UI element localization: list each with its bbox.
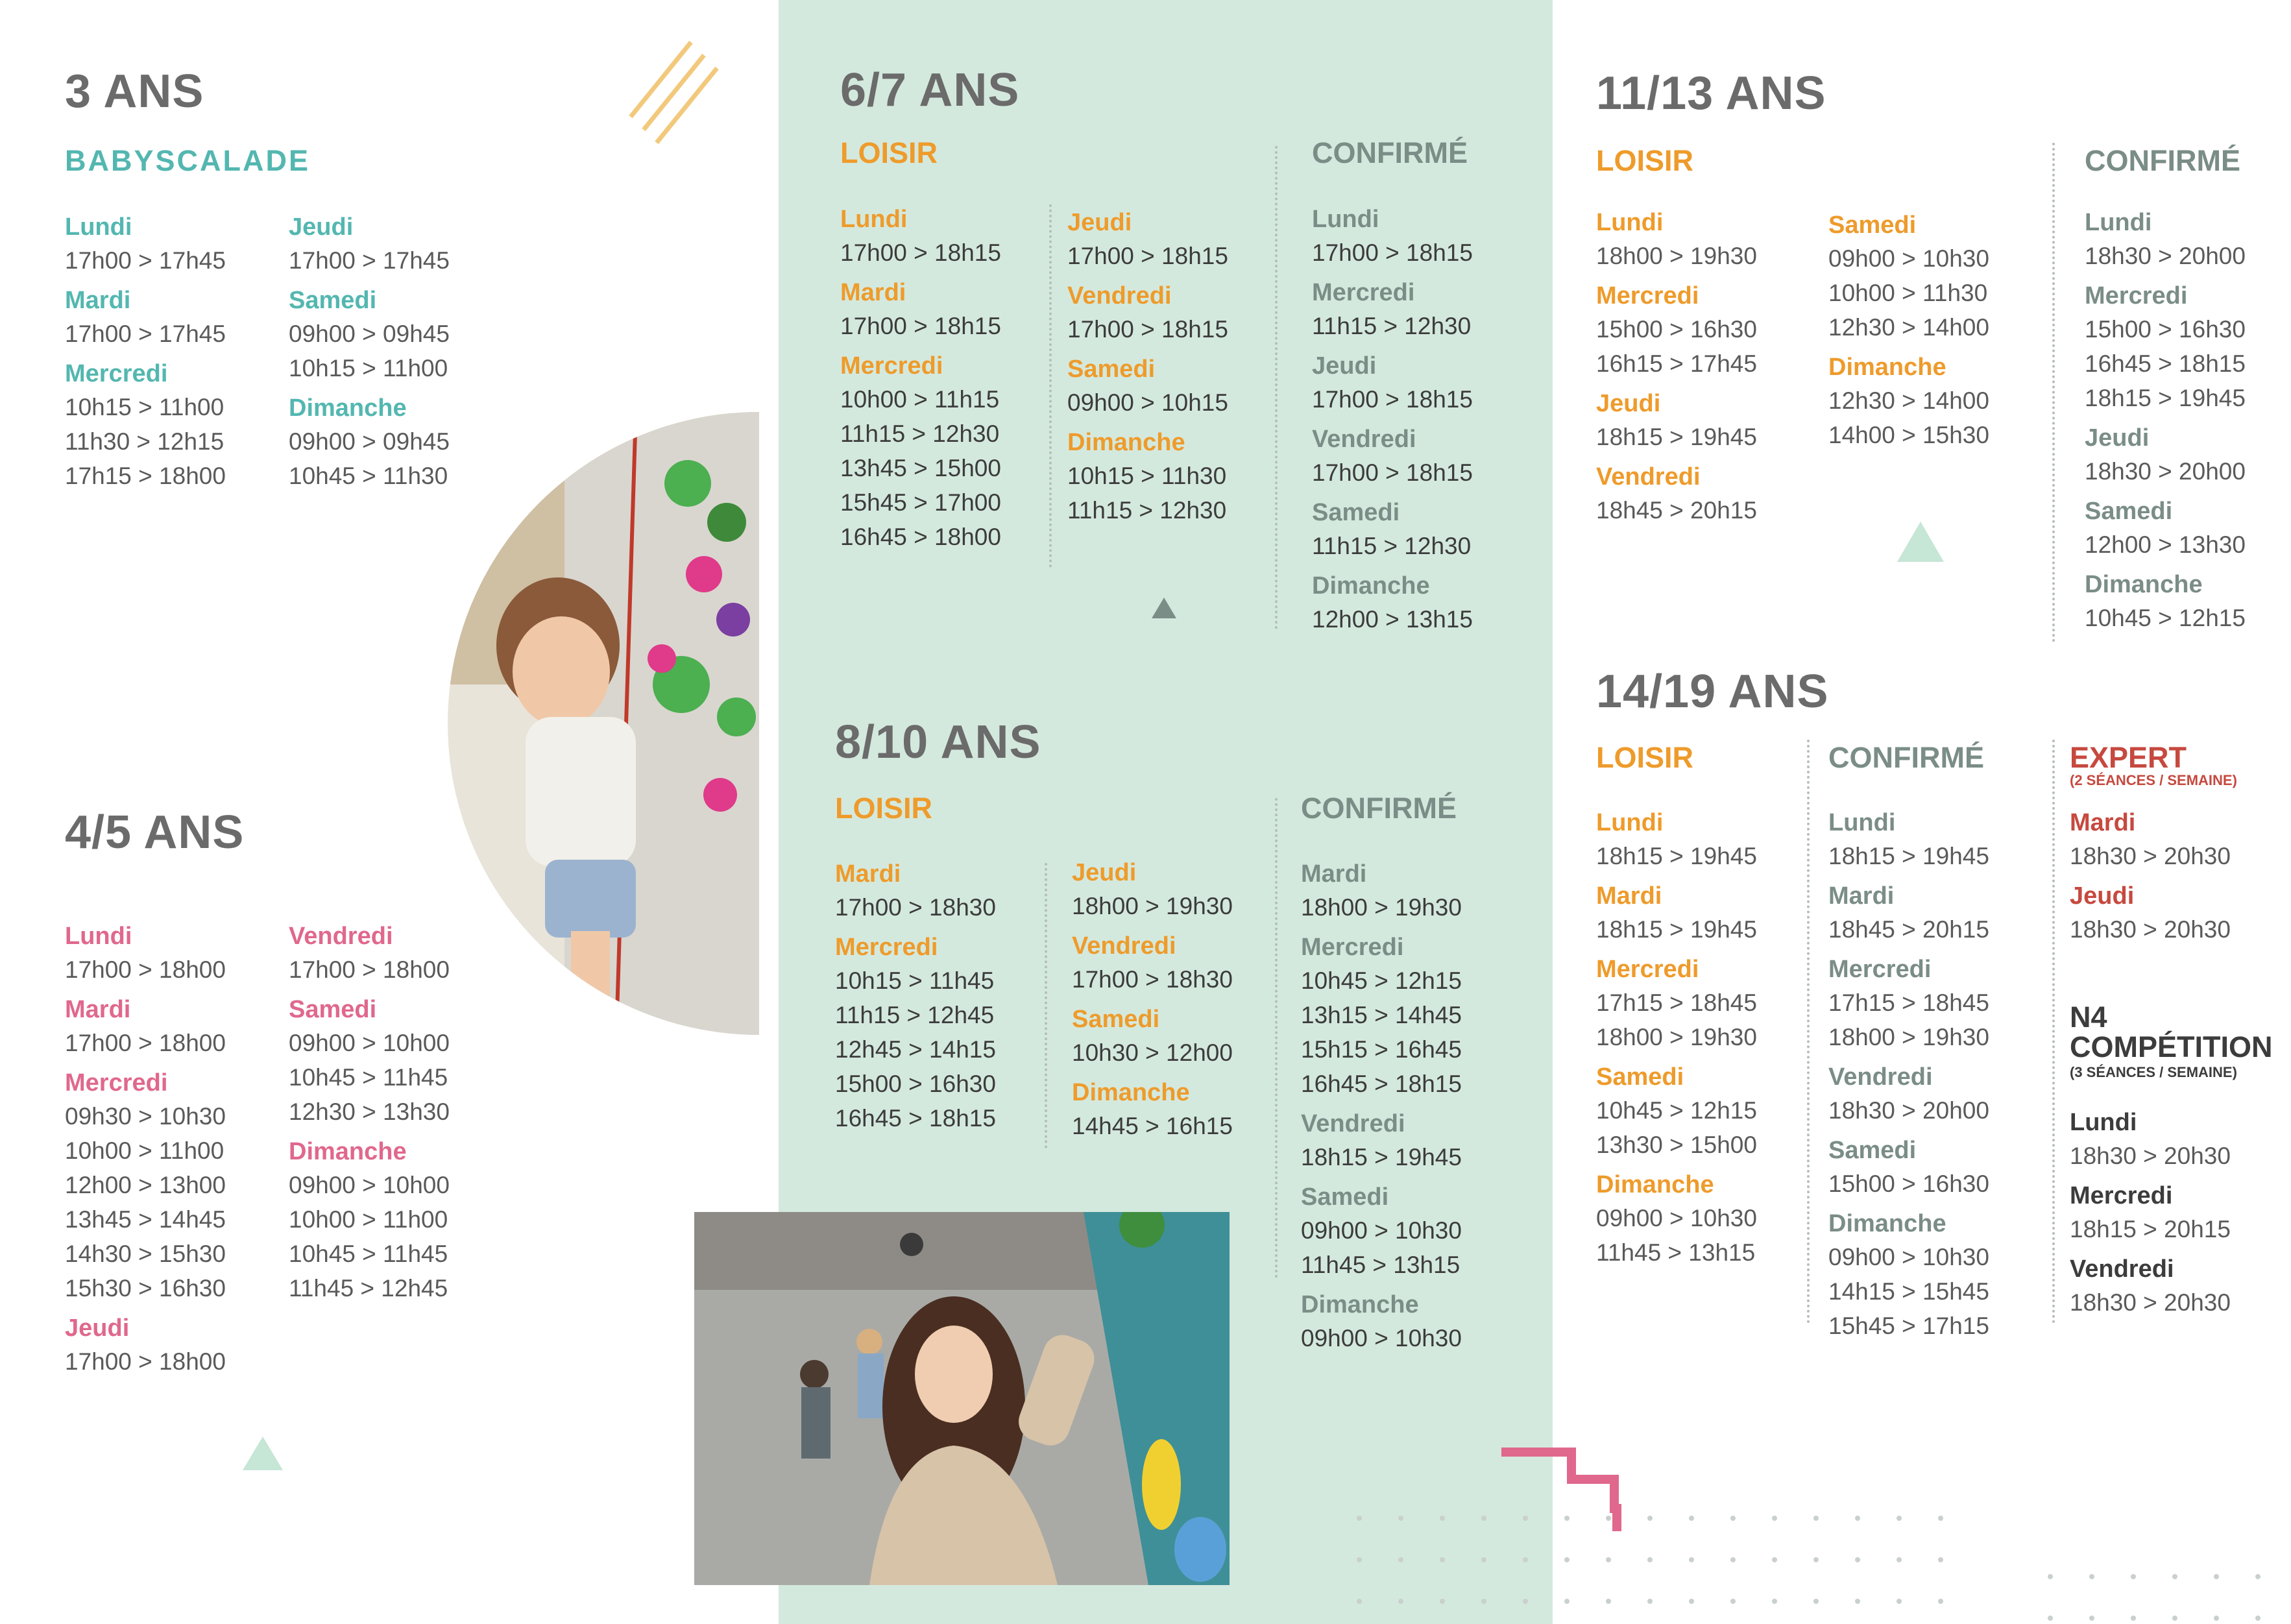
age-title-3: 3 ANS: [65, 66, 204, 117]
day-label: Mercredi: [2070, 1182, 2173, 1209]
day-label: Dimanche: [1828, 1210, 1946, 1237]
day-label: Lundi: [1312, 206, 1379, 233]
time-slot: 10h45 > 12h15: [1301, 967, 1462, 994]
time-slot: 18h30 > 20h30: [2070, 916, 2231, 943]
schedule-11-13-loisir-col1: [1596, 206, 1757, 527]
time-slot: 14h45 > 16h15: [1072, 1113, 1233, 1139]
time-slot: 17h00 > 17h45: [289, 247, 450, 274]
schedule-4-5-col2: [289, 920, 450, 1305]
category-confirme: CONFIRMÉ: [1828, 741, 1984, 774]
day-label: Samedi: [1596, 1063, 1684, 1091]
category-n4: [2070, 1002, 2273, 1062]
age-title-8-10: 8/10 ANS: [835, 716, 1041, 768]
time-slot: 12h30 > 14h00: [1828, 387, 1989, 414]
day-label: Vendredi: [1828, 1063, 1933, 1091]
schedule-4-5-col1: [65, 920, 226, 1379]
day-label: Lundi: [1596, 209, 1664, 236]
day-label: Dimanche: [2085, 571, 2203, 598]
time-slot: 09h00 > 10h30: [1301, 1325, 1462, 1351]
day-label: Dimanche: [1301, 1291, 1419, 1318]
day-label: Mercredi: [65, 360, 168, 387]
time-slot: 18h15 > 19h45: [2085, 385, 2246, 411]
day-label: Vendredi: [289, 923, 393, 950]
time-slot: 09h00 > 10h30: [1301, 1217, 1462, 1244]
day-label: Dimanche: [1312, 572, 1430, 600]
day-label: Jeudi: [1312, 352, 1377, 380]
schedule-14-19-expert: [2070, 806, 2231, 947]
time-slot: 10h45 > 12h15: [1596, 1097, 1757, 1124]
time-slot: 18h15 > 19h45: [1596, 424, 1757, 450]
time-slot: 09h00 > 10h30: [1828, 245, 1989, 272]
day-label: Dimanche: [289, 394, 407, 422]
day-label: Mardi: [1596, 882, 1662, 910]
time-slot: 09h00 > 09h45: [289, 428, 450, 455]
category-loisir: LOISIR: [1596, 144, 1694, 177]
day-label: Vendredi: [2070, 1255, 2174, 1283]
time-slot: 17h00 > 18h15: [1312, 459, 1473, 486]
time-slot: 11h15 > 12h30: [840, 420, 1000, 447]
day-label: Jeudi: [1072, 859, 1137, 886]
time-slot: 10h45 > 11h30: [289, 463, 448, 489]
category-expert: EXPERT: [2070, 741, 2187, 774]
day-label: Lundi: [840, 206, 908, 233]
time-slot: 12h00 > 13h30: [2085, 531, 2246, 558]
day-label: Mardi: [840, 279, 906, 306]
time-slot: 16h45 > 18h15: [2085, 350, 2246, 377]
time-slot: 17h00 > 17h45: [65, 247, 226, 274]
day-label: Mercredi: [1312, 279, 1415, 306]
time-slot: 15h45 > 17h15: [1828, 1313, 1989, 1339]
time-slot: 14h15 > 15h45: [1828, 1278, 1989, 1305]
time-slot: 18h00 > 19h30: [1596, 1024, 1757, 1050]
column-divider: [1049, 204, 1052, 568]
time-slot: 14h30 > 15h30: [65, 1241, 226, 1267]
age-title-4-5: 4/5 ANS: [65, 806, 245, 858]
day-label: Mardi: [835, 860, 901, 888]
time-slot: 17h00 > 18h00: [65, 956, 226, 983]
schedule-3-col2: [289, 211, 450, 493]
day-label: Mardi: [65, 996, 131, 1023]
day-label: Mardi: [65, 287, 131, 314]
column-divider: [1275, 146, 1278, 629]
day-label: Dimanche: [1072, 1079, 1190, 1106]
schedule-8-10-loisir-col1: [835, 858, 996, 1135]
category-loisir: LOISIR: [835, 792, 933, 825]
time-slot: 15h45 > 17h00: [840, 489, 1001, 516]
day-label: Samedi: [1067, 356, 1156, 383]
day-label: Mardi: [2070, 809, 2136, 836]
schedule-14-19-confirme: [1828, 806, 1989, 1343]
time-slot: 13h45 > 14h45: [65, 1206, 226, 1233]
schedule-14-19-n4: [2070, 1106, 2231, 1320]
time-slot: 18h15 > 19h45: [1828, 843, 1989, 869]
expert-sessions-note: (2 SÉANCES / SEMAINE): [2070, 772, 2237, 788]
time-slot: 11h15 > 12h30: [1067, 497, 1227, 524]
day-label: Dimanche: [1596, 1171, 1714, 1198]
time-slot: 09h00 > 10h30: [1596, 1205, 1757, 1231]
time-slot: 17h15 > 18h45: [1596, 989, 1757, 1016]
time-slot: 18h15 > 19h45: [1596, 843, 1757, 869]
time-slot: 10h00 > 11h00: [65, 1137, 224, 1164]
time-slot: 17h00 > 18h00: [65, 1030, 226, 1056]
time-slot: 17h15 > 18h00: [65, 463, 226, 489]
time-slot: 17h00 > 18h00: [65, 1348, 226, 1375]
time-slot: 17h00 > 18h15: [1067, 243, 1228, 269]
time-slot: 15h15 > 16h45: [1301, 1036, 1462, 1063]
day-label: Lundi: [1596, 809, 1664, 836]
time-slot: 11h30 > 12h15: [65, 428, 224, 455]
teen-climbing-photo: [694, 1212, 1230, 1585]
time-slot: 10h15 > 11h00: [289, 355, 448, 382]
time-slot: 10h45 > 12h15: [2085, 605, 2246, 631]
time-slot: 18h30 > 20h00: [2085, 243, 2246, 269]
day-label: Samedi: [1828, 1137, 1917, 1164]
time-slot: 18h30 > 20h30: [2070, 1143, 2231, 1169]
time-slot: 13h30 > 15h00: [1596, 1132, 1757, 1158]
time-slot: 17h00 > 18h00: [289, 956, 450, 983]
day-label: Mercredi: [1596, 956, 1699, 983]
time-slot: 11h15 > 12h30: [1312, 533, 1472, 559]
time-slot: 18h30 > 20h00: [2085, 458, 2246, 485]
time-slot: 11h45 > 13h15: [1596, 1239, 1756, 1266]
day-label: Jeudi: [2070, 882, 2135, 910]
time-slot: 10h00 > 11h30: [1828, 280, 1988, 306]
time-slot: 15h00 > 16h30: [1828, 1170, 1989, 1197]
time-slot: 18h30 > 20h30: [2070, 843, 2231, 869]
day-label: Jeudi: [289, 213, 354, 241]
time-slot: 12h45 > 14h15: [835, 1036, 996, 1063]
column-divider: [2052, 740, 2055, 1324]
time-slot: 18h00 > 19h30: [1072, 893, 1233, 919]
n4-line2: COMPÉTITION: [2070, 1030, 2273, 1063]
time-slot: 11h15 > 12h30: [1312, 313, 1472, 339]
dots-decoration: [2044, 1570, 2291, 1624]
triangle-decoration: [240, 1434, 285, 1473]
day-label: Lundi: [2085, 209, 2152, 236]
schedule-6-7-loisir-col2: [1067, 206, 1228, 527]
time-slot: 18h15 > 19h45: [1596, 916, 1757, 943]
time-slot: 13h15 > 14h45: [1301, 1002, 1462, 1028]
time-slot: 09h00 > 10h30: [1828, 1244, 1989, 1270]
day-label: Samedi: [1301, 1183, 1389, 1211]
time-slot: 18h45 > 20h15: [1596, 497, 1757, 524]
day-label: Samedi: [289, 287, 377, 314]
day-label: Lundi: [2070, 1109, 2137, 1136]
day-label: Samedi: [1072, 1006, 1160, 1033]
day-label: Vendredi: [1312, 426, 1416, 453]
age-title-6-7: 6/7 ANS: [840, 64, 1020, 116]
time-slot: 10h45 > 11h45: [289, 1241, 448, 1267]
time-slot: 18h15 > 20h15: [2070, 1216, 2231, 1242]
column-divider: [1275, 798, 1278, 1278]
day-label: Mercredi: [1828, 956, 1932, 983]
time-slot: 11h45 > 13h15: [1301, 1252, 1461, 1278]
time-slot: 16h15 > 17h45: [1596, 350, 1757, 377]
day-label: Vendredi: [1072, 932, 1176, 960]
time-slot: 18h00 > 19h30: [1301, 894, 1462, 921]
time-slot: 17h00 > 18h30: [835, 894, 996, 921]
schedule-6-7-loisir-col1: [840, 203, 1001, 554]
schedule-11-13-loisir-col2: [1828, 209, 1989, 452]
category-confirme: CONFIRMÉ: [1301, 792, 1457, 825]
day-label: Jeudi: [1596, 390, 1661, 417]
time-slot: 17h00 > 18h30: [1072, 966, 1233, 993]
triangle-decoration: [1150, 596, 1178, 620]
day-label: Jeudi: [1067, 209, 1132, 236]
time-slot: 18h00 > 19h30: [1596, 243, 1757, 269]
day-label: Samedi: [289, 996, 377, 1023]
day-label: Mercredi: [2085, 282, 2188, 309]
n4-sessions-note: (3 SÉANCES / SEMAINE): [2070, 1064, 2237, 1080]
time-slot: 10h15 > 11h30: [1067, 463, 1227, 489]
triangle-decoration: [1895, 519, 1946, 564]
time-slot: 17h00 > 18h15: [1312, 239, 1473, 266]
column-divider: [1045, 863, 1047, 1148]
diagonal-lines-decoration: [623, 36, 720, 146]
time-slot: 12h30 > 14h00: [1828, 314, 1989, 341]
day-label: Vendredi: [1067, 282, 1172, 309]
time-slot: 09h00 > 10h00: [289, 1030, 450, 1056]
time-slot: 16h45 > 18h15: [1301, 1071, 1462, 1097]
time-slot: 10h45 > 11h45: [289, 1064, 448, 1091]
time-slot: 17h00 > 18h15: [840, 313, 1001, 339]
time-slot: 15h00 > 16h30: [1596, 316, 1757, 343]
time-slot: 16h45 > 18h15: [835, 1105, 996, 1132]
day-label: Mercredi: [1596, 282, 1699, 309]
n4-line1: N4: [2070, 1000, 2107, 1034]
schedule-6-7-confirme: [1312, 203, 1473, 636]
day-label: Mercredi: [840, 352, 943, 380]
time-slot: 10h30 > 12h00: [1072, 1039, 1233, 1066]
schedule-3-col1: [65, 211, 226, 493]
category-confirme: CONFIRMÉ: [2085, 144, 2240, 177]
schedule-8-10-confirme: [1301, 858, 1462, 1355]
time-slot: 18h30 > 20h00: [1828, 1097, 1989, 1124]
category-loisir: LOISIR: [840, 136, 938, 169]
day-label: Samedi: [2085, 498, 2173, 525]
time-slot: 10h15 > 11h00: [65, 394, 224, 420]
day-label: Lundi: [1828, 809, 1896, 836]
day-label: Dimanche: [1828, 354, 1946, 381]
time-slot: 17h15 > 18h45: [1828, 989, 1989, 1016]
schedule-14-19-loisir: [1596, 806, 1757, 1270]
column-divider: [2052, 143, 2055, 642]
time-slot: 15h30 > 16h30: [65, 1275, 226, 1302]
day-label: Samedi: [1828, 212, 1917, 239]
day-label: Mardi: [1828, 882, 1895, 910]
time-slot: 17h00 > 18h15: [1067, 316, 1228, 343]
day-label: Mercredi: [1301, 934, 1404, 961]
category-confirme: CONFIRMÉ: [1312, 136, 1468, 169]
time-slot: 09h00 > 09h45: [289, 321, 450, 347]
time-slot: 10h00 > 11h15: [840, 386, 1000, 413]
time-slot: 15h00 > 16h30: [835, 1071, 996, 1097]
time-slot: 16h45 > 18h00: [840, 524, 1001, 550]
day-label: Lundi: [65, 923, 132, 950]
day-label: Lundi: [65, 213, 132, 241]
time-slot: 18h30 > 20h30: [2070, 1289, 2231, 1316]
time-slot: 13h45 > 15h00: [840, 455, 1001, 481]
time-slot: 12h00 > 13h15: [1312, 606, 1473, 633]
day-label: Jeudi: [2085, 424, 2150, 452]
day-label: Mardi: [1301, 860, 1367, 888]
time-slot: 18h15 > 19h45: [1301, 1144, 1462, 1170]
time-slot: 17h00 > 17h45: [65, 321, 226, 347]
time-slot: 10h00 > 11h00: [289, 1206, 448, 1233]
time-slot: 12h30 > 13h30: [289, 1098, 450, 1125]
time-slot: 12h00 > 13h00: [65, 1172, 226, 1198]
time-slot: 09h00 > 10h00: [289, 1172, 450, 1198]
category-loisir: LOISIR: [1596, 741, 1694, 774]
day-label: Jeudi: [65, 1315, 130, 1342]
time-slot: 15h00 > 16h30: [2085, 316, 2246, 343]
time-slot: 09h30 > 10h30: [65, 1103, 226, 1130]
column-divider: [1807, 740, 1810, 1324]
dots-decoration: [1353, 1512, 1950, 1616]
age-title-14-19: 14/19 ANS: [1596, 666, 1829, 718]
child-climbing-photo: [448, 412, 759, 1035]
day-label: Vendredi: [1301, 1110, 1405, 1137]
age-title-11-13: 11/13 ANS: [1596, 67, 1826, 119]
day-label: Samedi: [1312, 499, 1400, 526]
time-slot: 11h15 > 12h45: [835, 1002, 995, 1028]
category-babyscalade: BABYSCALADE: [65, 144, 311, 177]
time-slot: 17h00 > 18h15: [1312, 386, 1473, 413]
day-label: Mercredi: [835, 934, 938, 961]
time-slot: 18h00 > 19h30: [1828, 1024, 1989, 1050]
schedule-11-13-confirme: [2085, 206, 2246, 635]
time-slot: 17h00 > 18h15: [840, 239, 1001, 266]
day-label: Vendredi: [1596, 463, 1701, 491]
time-slot: 11h45 > 12h45: [289, 1275, 448, 1302]
time-slot: 18h45 > 20h15: [1828, 916, 1989, 943]
day-label: Dimanche: [1067, 429, 1185, 456]
schedule-8-10-loisir-col2: [1072, 856, 1233, 1143]
time-slot: 14h00 > 15h30: [1828, 422, 1989, 448]
time-slot: 10h15 > 11h45: [835, 967, 995, 994]
day-label: Dimanche: [289, 1138, 407, 1165]
time-slot: 09h00 > 10h15: [1067, 389, 1228, 416]
day-label: Mercredi: [65, 1069, 168, 1097]
